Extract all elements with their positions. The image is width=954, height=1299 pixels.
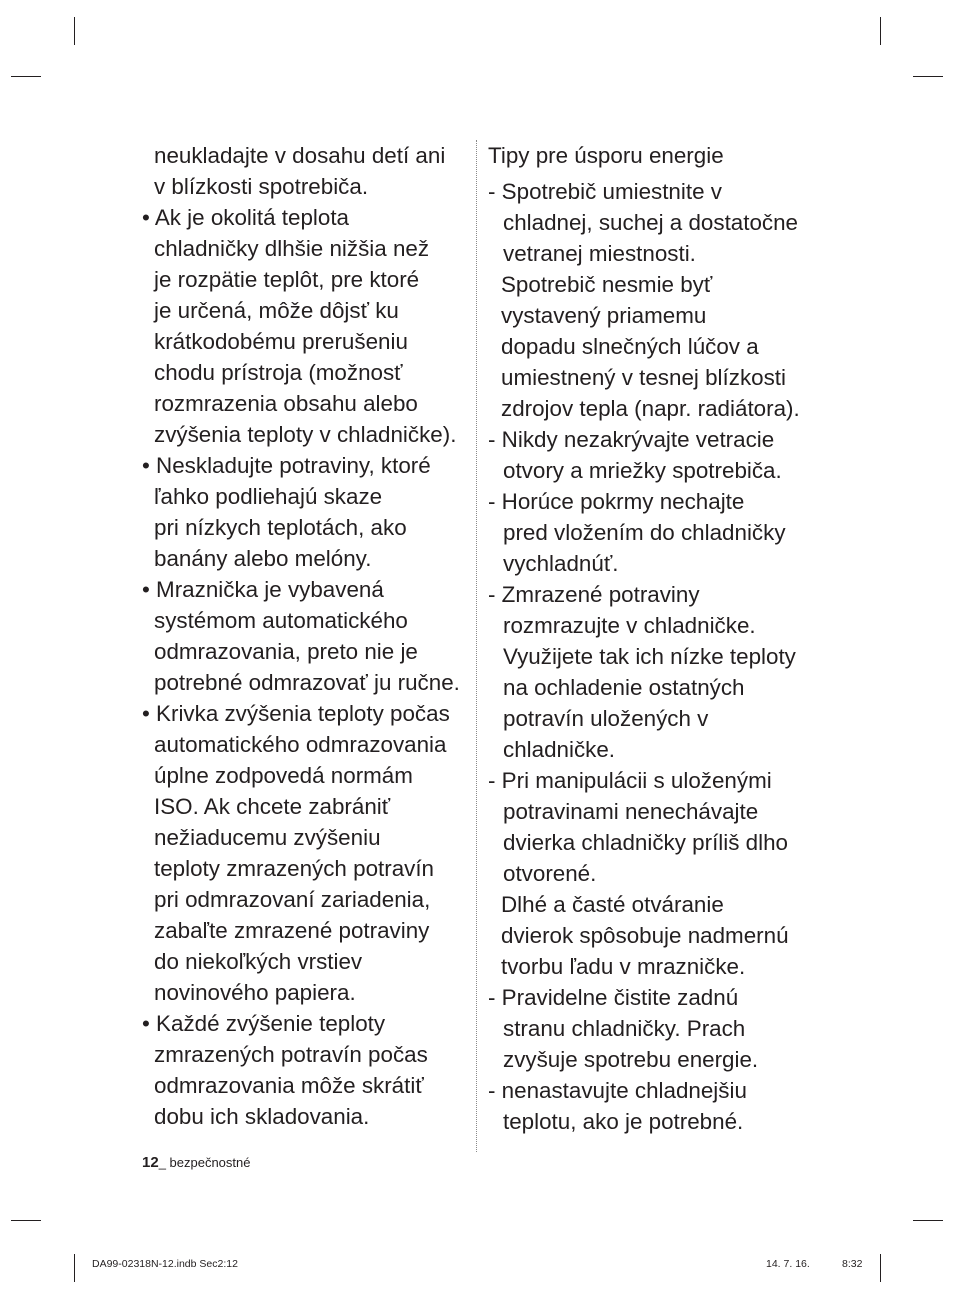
tip-line: stranu chladničky. Prach <box>503 1016 746 1041</box>
crop-mark <box>74 1254 75 1282</box>
tip-line: tvorbu ľadu v mrazničke. <box>501 954 746 979</box>
bullet-line: je určená, môže dôjsť ku <box>154 298 399 323</box>
bullet-line: • Ak je okolitá teplota <box>142 205 349 230</box>
bullet-line: ISO. Ak chcete zabrániť <box>154 794 391 819</box>
bullet-line: úplne zodpovedá normám <box>154 763 413 788</box>
tip-line: teplotu, ako je potrebné. <box>503 1109 744 1134</box>
tip-line: - Pri manipulácii s uloženými <box>488 768 772 793</box>
column-divider <box>476 140 477 1152</box>
tip-line: vychladnúť. <box>503 551 619 576</box>
bullet-line: nežiaducemu zvýšeniu <box>154 825 381 850</box>
slug-time: 8:32 <box>842 1258 863 1270</box>
slug-date: 14. 7. 16. <box>766 1258 810 1270</box>
bullet-line: banány alebo melóny. <box>154 546 372 571</box>
crop-mark <box>913 76 943 77</box>
right-column <box>488 140 828 1137</box>
tip-line: chladničke. <box>503 737 616 762</box>
tip-line: vetranej miestnosti. <box>503 241 696 266</box>
bullet-line: • Krivka zvýšenia teploty počas <box>142 701 450 726</box>
tip-line: dvierok spôsobuje nadmernú <box>501 923 789 948</box>
tip-line: umiestnený v tesnej blízkosti <box>501 365 786 390</box>
tip-line: Spotrebič nesmie byť <box>501 272 713 297</box>
tip-line: potravín uložených v <box>503 706 709 731</box>
tip-line: chladnej, suchej a dostatočne <box>503 210 799 235</box>
slug-file: DA99-02318N-12.indb Sec2:12 <box>92 1258 238 1270</box>
tip-line: na ochladenie ostatných <box>503 675 745 700</box>
bullet-line: • Neskladujte potraviny, ktoré <box>142 453 431 478</box>
bullet-line: rozmrazenia obsahu alebo <box>154 391 418 416</box>
tip-line: potravinami nenechávajte <box>503 799 759 824</box>
tip-line: zdrojov tepla (napr. radiátora). <box>501 396 800 421</box>
tip-line: pred vložením do chladničky <box>503 520 786 545</box>
bullet-line: do niekoľkých vrstiev <box>154 949 363 974</box>
page-footer <box>142 1154 250 1171</box>
bullet-line: • Mraznička je vybavená <box>142 577 384 602</box>
tip-line: dopadu slnečných lúčov a <box>501 334 759 359</box>
tip-line: - Nikdy nezakrývajte vetracie <box>488 427 775 452</box>
bullet-line: automatického odmrazovania <box>154 732 447 757</box>
bullet-line: krátkodobému prerušeniu <box>154 329 408 354</box>
tip-line: vystavený priamemu <box>501 303 707 328</box>
crop-mark <box>11 1220 41 1221</box>
bullet-line: je rozpätie teplôt, pre ktoré <box>154 267 420 292</box>
bullet-line: zvýšenia teploty v chladničke). <box>154 422 457 447</box>
tip-line: dvierka chladničky príliš dlho <box>503 830 788 855</box>
bullet-line: teploty zmrazených potravín <box>154 856 435 881</box>
tip-line: Využijete tak ich nízke teploty <box>503 644 796 669</box>
bullet-line: pri odmrazovaní zariadenia, <box>154 887 431 912</box>
tip-line: - Pravidelne čistite zadnú <box>488 985 739 1010</box>
bullet-line: pri nízkych teplotách, ako <box>154 515 407 540</box>
bullet-line: • Každé zvýšenie teploty <box>142 1011 386 1036</box>
bullet-line: odmrazovania, preto nie je <box>154 639 418 664</box>
tip-line: rozmrazujte v chladničke. <box>503 613 756 638</box>
tip-line: otvorené. <box>503 861 597 886</box>
crop-mark <box>913 1220 943 1221</box>
intro-line: neukladajte v dosahu detí ani <box>154 143 446 168</box>
bullet-line: systémom automatického <box>154 608 408 633</box>
tip-line: - Horúce pokrmy nechajte <box>488 489 745 514</box>
crop-mark <box>880 1254 881 1282</box>
bullet-line: dobu ich skladovania. <box>154 1104 370 1129</box>
crop-mark <box>880 17 881 45</box>
crop-mark <box>74 17 75 45</box>
page-number: 12 <box>142 1154 159 1171</box>
intro-line: v blízkosti spotrebiča. <box>154 174 369 199</box>
bullet-line: chladničky dlhšie nižšia než <box>154 236 430 261</box>
tip-line: - nenastavujte chladnejšiu <box>488 1078 747 1103</box>
bullet-line: zmrazených potravín počas <box>154 1042 428 1067</box>
tip-line: Dlhé a časté otváranie <box>501 892 724 917</box>
bullet-line: odmrazovania môže skrátiť <box>154 1073 424 1098</box>
tip-line: - Spotrebič umiestnite v <box>488 179 722 204</box>
bullet-line: novinového papiera. <box>154 980 356 1005</box>
section-heading: Tipy pre úsporu energie <box>488 143 724 168</box>
section-name: _ bezpečnostné <box>158 1155 251 1170</box>
crop-mark <box>11 76 41 77</box>
bullet-line: potrebné odmrazovať ju ručne. <box>154 670 460 695</box>
bullet-line: zabaľte zmrazené potraviny <box>154 918 430 943</box>
tip-line: - Zmrazené potraviny <box>488 582 700 607</box>
bullet-line: chodu prístroja (možnosť <box>154 360 403 385</box>
tip-line: zvyšuje spotrebu energie. <box>503 1047 759 1072</box>
bullet-line: ľahko podliehajú skaze <box>154 484 383 509</box>
tip-line: otvory a mriežky spotrebiča. <box>503 458 782 483</box>
left-column <box>142 140 472 1132</box>
